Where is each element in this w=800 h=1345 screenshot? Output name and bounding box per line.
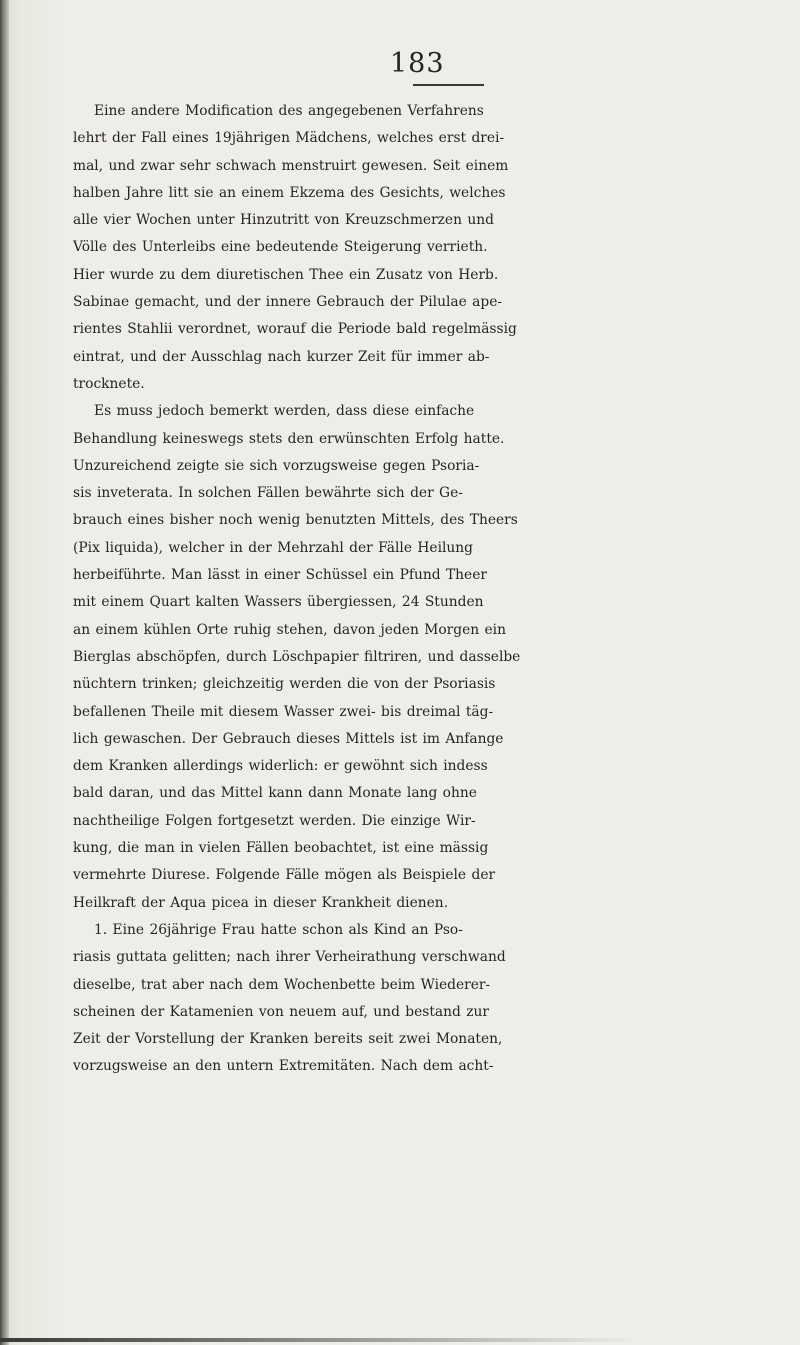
text-line: trocknete. (73, 375, 145, 392)
page-number: 183 (390, 48, 445, 79)
text-line: nachtheilige Folgen fortgesetzt werden. Die einzige Wir- (73, 812, 476, 829)
page-number-underline (413, 84, 484, 86)
text-line: nüchtern trinken; gleichzeitig werden die von der Psoriasis (73, 676, 496, 693)
text-line: Hier wurde zu dem diuretischen Thee ein Zusatz von Herb. (73, 266, 499, 283)
text-line: Heilkraft der Aqua picea in dieser Krankheit dienen. (73, 894, 449, 911)
text-line: scheinen der Katamenien von neuem auf, und bestand zur (73, 1003, 489, 1020)
text-line: Behandlung keineswegs stets den erwünschten Erfolg hatte. (73, 430, 505, 447)
text-line: lich gewaschen. Der Gebrauch dieses Mittels ist im Anfange (73, 730, 504, 747)
text-line: Zeit der Vorstellung der Kranken bereits seit zwei Monaten, (73, 1031, 503, 1048)
text-line: Sabinae gemacht, und der innere Gebrauch der Pilulae ape- (73, 294, 503, 311)
text-line: eintrat, und der Ausschlag nach kurzer Zeit für immer ab- (73, 348, 490, 365)
text-line: brauch eines bisher noch wenig benutzten Mittels, des Theers (73, 512, 518, 529)
text-line: rientes Stahlii verordnet, worauf die Periode bald regelmässig (73, 321, 517, 338)
text-line: herbeiführte. Man lässt in einer Schüssel ein Pfund Theer (73, 567, 487, 584)
text-line: vorzugsweise an den untern Extremitäten. Nach dem acht- (73, 1058, 494, 1075)
text-line: mal, und zwar sehr schwach menstruirt gewesen. Seit einem (73, 157, 509, 174)
text-line: befallenen Theile mit diesem Wasser zwei- bis dreimal täg- (73, 703, 494, 720)
body-text (73, 98, 800, 1081)
text-line: alle vier Wochen unter Hinzutritt von Kreuzschmerzen und (73, 212, 494, 229)
text-line: (Pix liquida), welcher in der Mehrzahl der Fälle Heilung (73, 539, 474, 556)
text-line: bald daran, und das Mittel kann dann Monate lang ohne (73, 785, 477, 802)
text-line: kung, die man in vielen Fällen beobachtet, ist eine mässig (73, 840, 489, 857)
text-line: dieselbe, trat aber nach dem Wochenbette beim Wiederer- (73, 976, 491, 993)
text-line: Eine andere Modification des angegebenen Verfahrens (94, 103, 484, 119)
text-line: dem Kranken allerdings widerlich: er gewöhnt sich indess (73, 758, 488, 775)
text-line: mit einem Quart kalten Wassers übergiessen, 24 Stunden (73, 594, 484, 611)
bottom-page-edge (0, 1338, 640, 1342)
text-line: Unzureichend zeigte sie sich vorzugsweise gegen Psoria- (73, 457, 480, 474)
text-line: Völle des Unterleibs eine bedeutende Steigerung verrieth. (73, 239, 488, 256)
text-line: riasis guttata gelitten; nach ihrer Verheirathung verschwand (73, 949, 506, 966)
book-spine-shadow (0, 0, 9, 1345)
text-line: vermehrte Diurese. Folgende Fälle mögen als Beispiele der (73, 867, 496, 884)
text-line: lehrt der Fall eines 19jährigen Mädchens, welches erst drei- (73, 130, 505, 147)
text-line: an einem kühlen Orte ruhig stehen, davon jeden Morgen ein (73, 621, 506, 638)
text-line: Bierglas abschöpfen, durch Löschpapier filtriren, und dasselbe (73, 648, 521, 665)
text-line: Es muss jedoch bemerkt werden, dass diese einfache (94, 403, 475, 420)
text-line: halben Jahre litt sie an einem Ekzema des Gesichts, welches (73, 184, 506, 201)
text-line: sis inveterata. In solchen Fällen bewährte sich der Ge- (73, 485, 463, 502)
text-line: 1. Eine 26jährige Frau hatte schon als Kind an Pso- (94, 921, 463, 938)
